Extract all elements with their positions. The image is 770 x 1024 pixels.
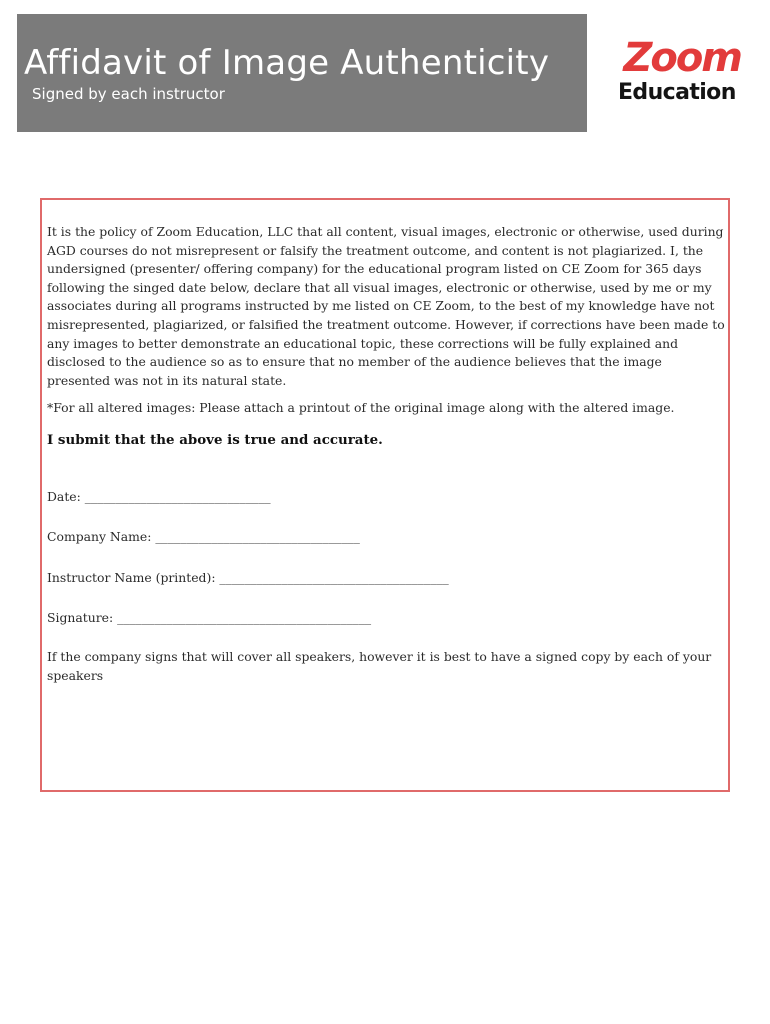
- instructor-name-field[interactable]: Instructor Name (printed): _____________________________________: [47, 569, 449, 585]
- affidavit-body: [47, 223, 727, 685]
- altered-images-note: *For all altered images: Please attach a printout of the original image along with the altered image.: [47, 400, 675, 416]
- zoom-education-logo: [615, 36, 755, 112]
- page-subtitle: Signed by each instructor: [32, 85, 225, 103]
- affidavit-content-box: [40, 198, 730, 792]
- page-title: Affidavit of Image Authenticity: [24, 43, 550, 83]
- logo-education-wordmark: Education: [618, 80, 736, 105]
- policy-paragraph: It is the policy of Zoom Education, LLC that all content, visual images, electronic or otherwise, used during AGD courses do not misrepresent or falsify the treatment outcome, and content is not plagiarized. I, the undersigned (presenter/ offering company) for the educational program listed on CE Zoom for 365 days following the singed date below, declare that all visual images, electronic or otherwise, used by me or my associates during all programs instructed by me listed on CE Zoom, to the best of my knowledge have not misrepresented, plagiarized, or falsified the treatment outcome. However, if corrections have been made to any images to better demonstrate an educational topic, these corrections will be fully explained and disclosed to the audience so as to ensure that no member of the audience believes that the image presented was not in its natural state.: [47, 224, 725, 388]
- date-field[interactable]: Date: ______________________________: [47, 488, 271, 504]
- logo-zoom-wordmark: Zoom: [623, 35, 741, 81]
- affirmation-statement: I submit that the above is true and accurate.: [47, 431, 383, 448]
- signature-field[interactable]: Signature: _________________________________________: [47, 610, 372, 626]
- header-banner: [17, 14, 587, 132]
- company-name-field[interactable]: Company Name: _________________________________: [47, 529, 360, 545]
- closing-note: If the company signs that will cover all speakers, however it is best to have a signed copy by each of your speakers: [47, 648, 712, 683]
